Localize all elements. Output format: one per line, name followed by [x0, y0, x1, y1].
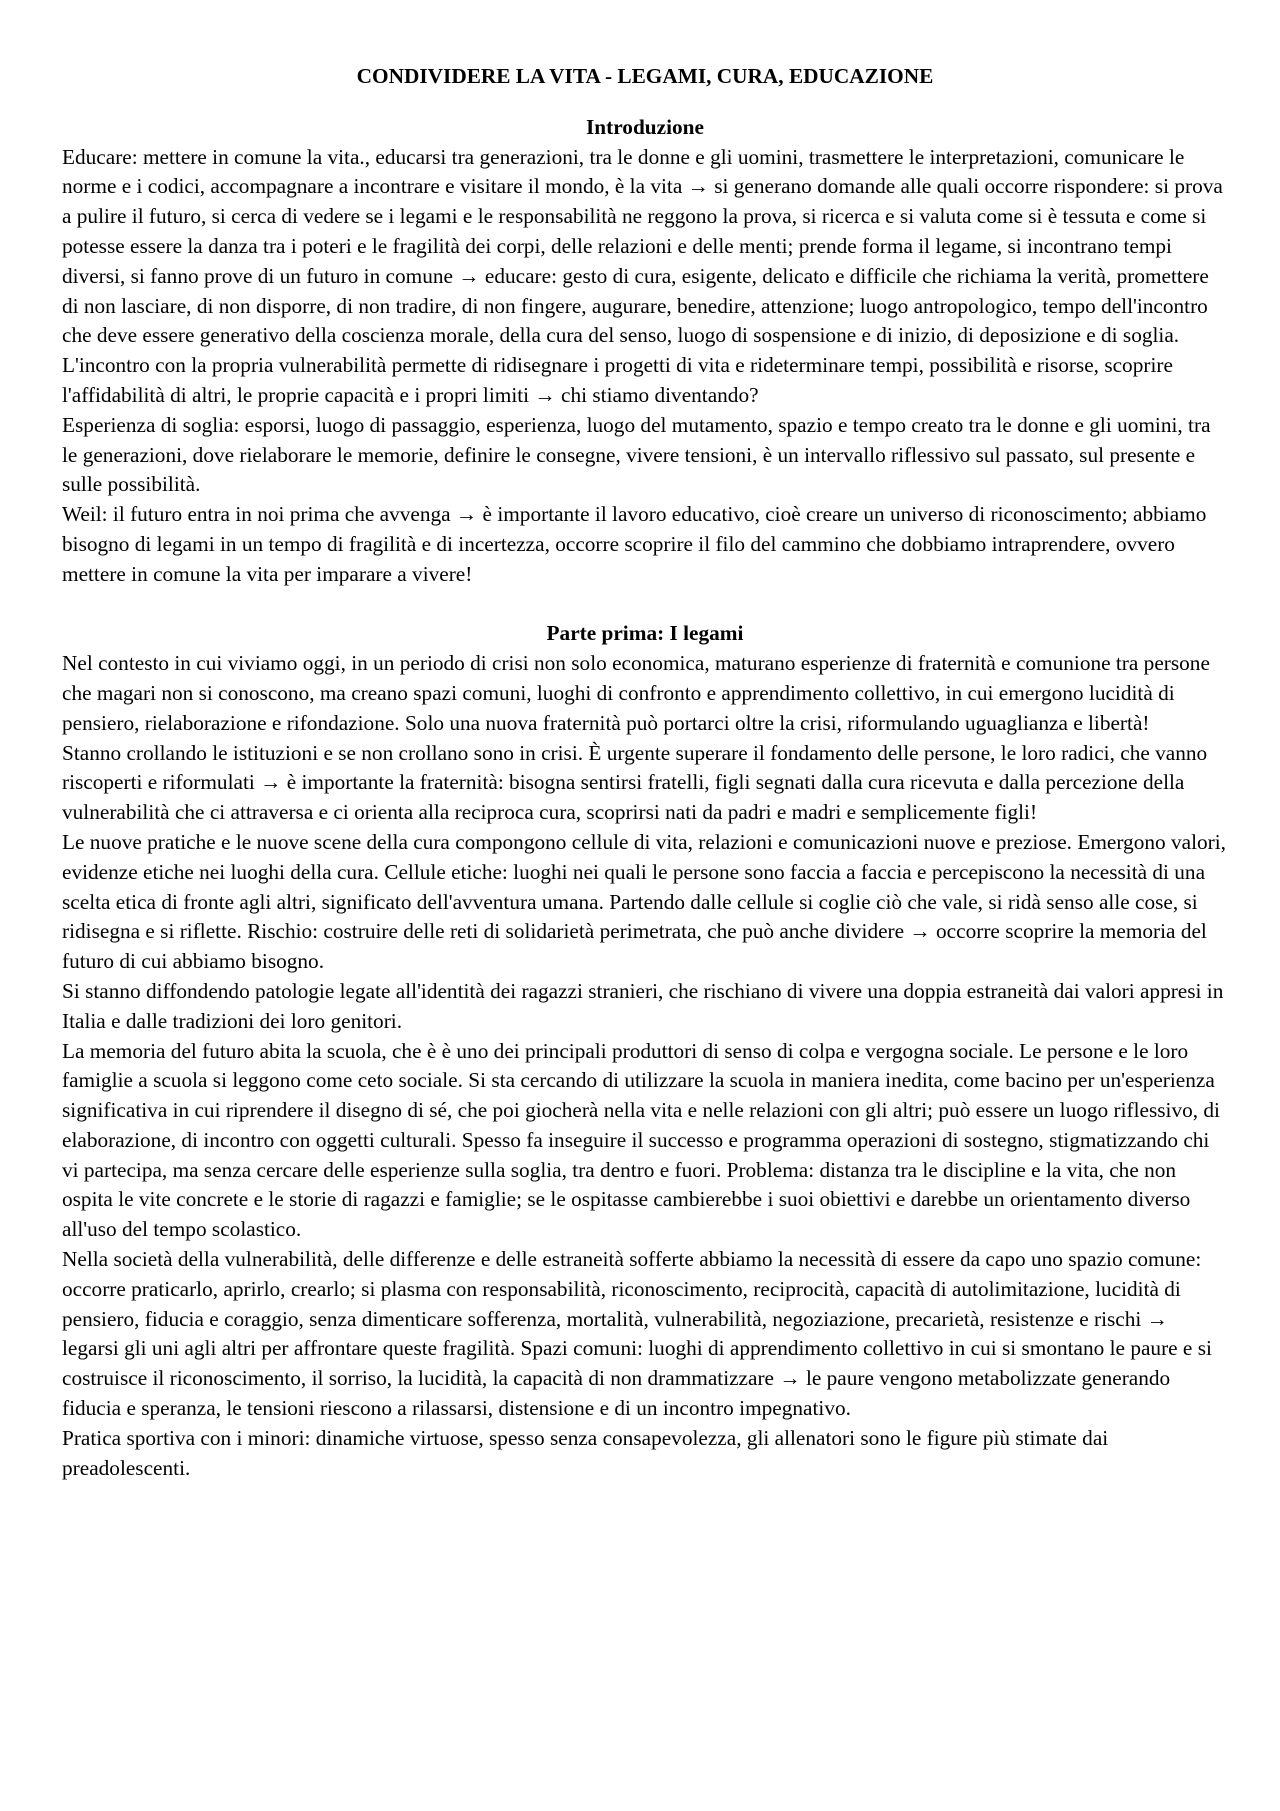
paragraph: Si stanno diffondendo patologie legate all'identità dei ragazzi stranieri, che rischiano di vivere una doppia estraneità dai valori appresi in Italia e dalle tradizioni dei loro genitori. [62, 978, 1224, 1033]
paragraph: Nel contesto in cui viviamo oggi, in un periodo di crisi non solo economica, maturano esperienze di fraternità e comunione tra persone che magari non si conoscono, ma creano spazi comuni, luoghi di confronto e apprendimento collettivo, in cui emergono lucidità di pensiero, rielaborazione e rifondazione. Solo una nuova fraternità può portarci oltre la crisi, riformulando uguaglianza e libertà! [62, 651, 1210, 735]
paragraph: L'incontro con la propria vulnerabilità permette di ridisegnare i progetti di vita e rideterminare tempi, possibilità e risorse, scoprire l'affidabilità di altri, le proprie capacità e i propri limiti → chi stiamo diventando? [62, 353, 1173, 407]
section-heading-introduzione: Introduzione [586, 114, 704, 139]
paragraph: Educare: mettere in comune la vita., educarsi tra generazioni, tra le donne e gli uomini, trasmettere le interpretazioni, comunicare le norme e i codici, accompagnare a incontrare e visitare il mondo, è la vita → si generano domande alle quali occorre rispondere: si prova a pulire il futuro, si cerca di vedere se i legami e le responsabilità ne reggono la prova, si ricerca e si valuta come si è tessuta e come si potesse essere la danza tra i poteri e le fragilità dei corpi, delle relazioni e delle menti; prende forma il legame, si incontrano tempi diversi, si fanno prove di un futuro in comune → educare: gesto di cura, esigente, delicato e difficile che richiama la verità, promettere di non lasciare, di non disporre, di non tradire, di non fingere, augurare, benedire, attenzione; luogo antropologico, tempo dell'incontro che deve essere generativo della coscienza morale, della cura del senso, luogo di sospensione e di inizio, di deposizione e di soglia. [62, 144, 1223, 348]
paragraph: Nella società della vulnerabilità, delle differenze e delle estraneità sofferte abbiamo la necessità di essere da capo uno spazio comune: occorre praticarlo, aprirlo, crearlo; si plasma con responsabilità, riconoscimento, reciprocità, capacità di autolimitazione, lucidità di pensiero, fiducia e coraggio, senza dimenticare sofferenza, mortalità, vulnerabilità, negoziazione, precarietà, resistenze e rischi → legarsi gli uni agli altri per affrontare queste fragilità. Spazi comuni: luoghi di apprendimento collettivo in cui si smontano le paure e si costruisce il riconoscimento, il sorriso, la lucidità, la capacità di non drammatizzare → le paure vengono metabolizzate generando fiducia e speranza, le tensioni riescono a rilassarsi, distensione e di un incontro impegnativo. [62, 1247, 1212, 1421]
paragraph: Weil: il futuro entra in noi prima che avvenga → è importante il lavoro educativo, cioè creare un universo di riconoscimento; abbiamo bisogno di legami in un tempo di fragilità e di incertezza, occorre scoprire il filo del cammino che dobbiamo intraprendere, ovvero mettere in comune la vita per imparare a vivere! [62, 502, 1207, 586]
paragraph: La memoria del futuro abita la scuola, che è è uno dei principali produttori di senso di colpa e vergogna sociale. Le persone e le loro famiglie a scuola si leggono come ceto sociale. Si sta cercando di utilizzare la scuola in maniera inedita, come bacino per un'esperienza significativa in cui riprendere il disegno di sé, che poi giocherà nella vita e nelle relazioni con gli altri; può essere un luogo riflessivo, di elaborazione, di incontro con oggetti culturali. Spesso fa inseguire il successo e programma operazioni di sostegno, stigmatizzando chi vi partecipa, ma senza cercare delle esperienze sulla soglia, tra dentro e fuori. Problema: distanza tra le discipline e la vita, che non ospita le vite concrete e le storie di ragazzi e famiglie; se le ospitasse cambierebbe i suoi obiettivi e darebbe un orientamento diverso all'uso del tempo scolastico. [62, 1038, 1220, 1242]
document-title: CONDIVIDERE LA VITA - LEGAMI, CURA, EDUCAZIONE [356, 64, 934, 88]
section-spacer [62, 590, 1228, 620]
paragraph: Le nuove pratiche e le nuove scene della cura compongono cellule di vita, relazioni e comunicazioni nuove e preziose. Emergono valori, evidenze etiche nei luoghi della cura. Cellule etiche: luoghi nei quali le persone sono faccia a faccia e percepiscono la necessità di una scelta etica di fronte agli altri, significato dell'avventura umana. Partendo dalle cellule si coglie ciò che vale, si ridà senso alle cose, si ridisegna e si riflette. Rischio: costruire delle reti di solidarietà perimetrata, che può anche dividere → occorre scoprire la memoria del futuro di cui abbiamo bisogno. [62, 829, 1226, 974]
document-page [62, 62, 1228, 1483]
paragraph: Stanno crollando le istituzioni e se non crollano sono in crisi. È urgente superare il fondamento delle persone, le loro radici, che vanno riscoperti e riformulati → è importante la fraternità: bisogna sentirsi fratelli, figli segnati dalla cura ricevuta e dalla percezione della vulnerabilità che ci attraversa e ci orienta alla reciproca cura, scoprirsi nati da padri e madri e semplicemente figli! [62, 740, 1208, 825]
section-heading-parte-prima: Parte prima: I legami [546, 621, 744, 646]
paragraph: Esperienza di soglia: esporsi, luogo di passaggio, esperienza, luogo del mutamento, spazio e tempo creato tra le donne e gli uomini, tra le generazioni, dove rielaborare le memorie, definire le consegne, vivere tensioni, è un intervallo riflessivo sul passato, sul presente e sulle possibilità. [62, 412, 1211, 497]
paragraph: Pratica sportiva con i minori: dinamiche virtuose, spesso senza consapevolezza, gli allenatori sono le figure più stimate dai preadolescenti. [62, 1425, 1109, 1480]
